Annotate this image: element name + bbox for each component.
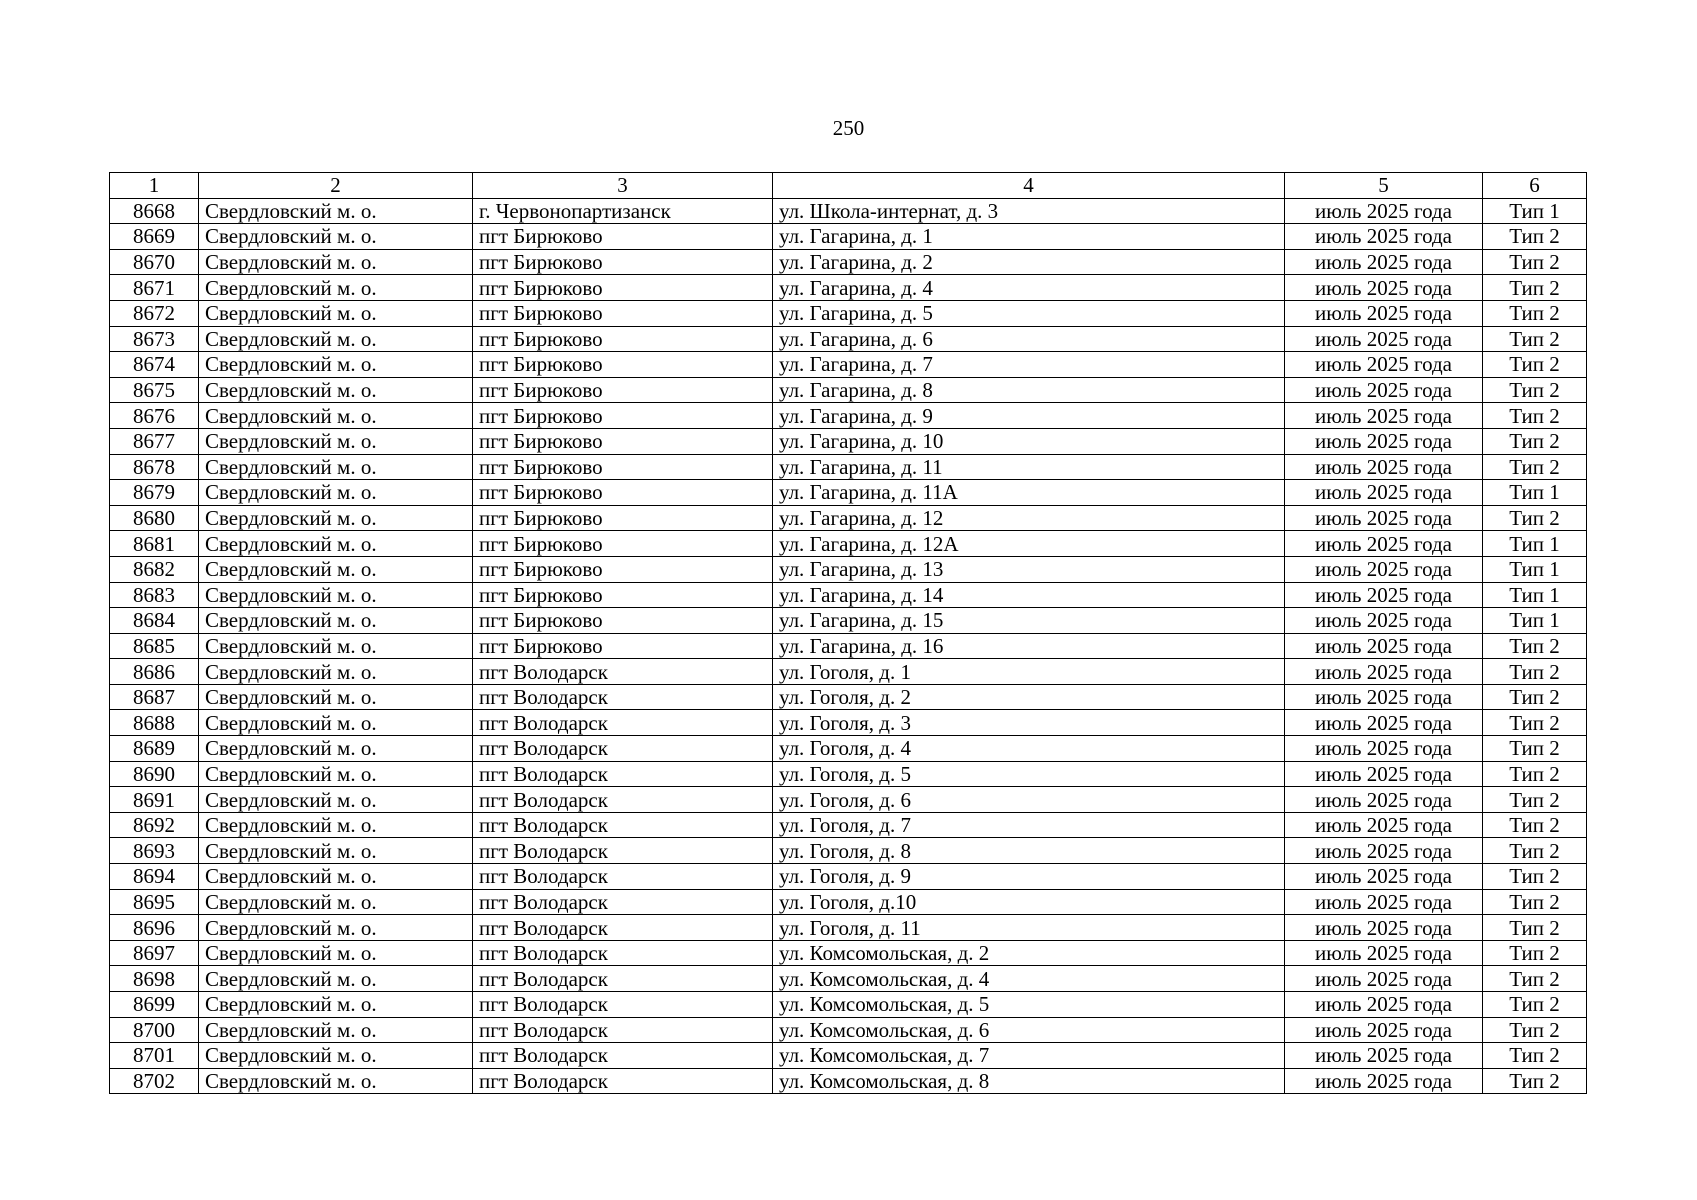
type-cell: Тип 2 [1483,659,1587,685]
type-cell: Тип 2 [1483,300,1587,326]
settlement-cell: пгт Володарск [473,1068,773,1094]
record-number-cell: 8681 [110,531,199,557]
address-cell: ул. Гагарина, д. 11А [773,480,1285,506]
address-cell: ул. Гоголя, д.10 [773,889,1285,915]
type-cell: Тип 2 [1483,787,1587,813]
settlement-cell: пгт Володарск [473,736,773,762]
district-cell: Свердловский м. о. [199,633,473,659]
settlement-cell: пгт Володарск [473,787,773,813]
settlement-cell: пгт Володарск [473,812,773,838]
table-row [110,352,1587,378]
table-row [110,889,1587,915]
settlement-cell: пгт Володарск [473,710,773,736]
table-row [110,633,1587,659]
record-number-cell: 8670 [110,249,199,275]
record-number-cell: 8675 [110,377,199,403]
address-cell: ул. Комсомольская, д. 5 [773,992,1285,1018]
address-cell: ул. Гагарина, д. 6 [773,326,1285,352]
type-cell: Тип 2 [1483,633,1587,659]
period-cell: июль 2025 года [1285,505,1483,531]
table-body [110,198,1587,1094]
table-row [110,505,1587,531]
settlement-cell: пгт Володарск [473,1043,773,1069]
address-cell: ул. Гоголя, д. 9 [773,864,1285,890]
table-row [110,428,1587,454]
table-row [110,224,1587,250]
settlement-cell: пгт Володарск [473,940,773,966]
type-cell: Тип 2 [1483,377,1587,403]
address-cell: ул. Гоголя, д. 4 [773,736,1285,762]
address-cell: ул. Гагарина, д. 5 [773,300,1285,326]
period-cell: июль 2025 года [1285,326,1483,352]
period-cell: июль 2025 года [1285,889,1483,915]
table-row [110,198,1587,224]
table-row [110,812,1587,838]
record-number-cell: 8682 [110,556,199,582]
settlement-cell: пгт Бирюково [473,300,773,326]
address-cell: ул. Гагарина, д. 12 [773,505,1285,531]
record-number-cell: 8668 [110,198,199,224]
settlement-cell: пгт Бирюково [473,275,773,301]
table-row [110,249,1587,275]
settlement-cell: пгт Володарск [473,761,773,787]
address-cell: ул. Комсомольская, д. 4 [773,966,1285,992]
record-number-cell: 8683 [110,582,199,608]
address-cell: ул. Гоголя, д. 7 [773,812,1285,838]
address-cell: ул. Гоголя, д. 6 [773,787,1285,813]
address-cell: ул. Гагарина, д. 12А [773,531,1285,557]
period-cell: июль 2025 года [1285,633,1483,659]
settlement-cell: пгт Бирюково [473,428,773,454]
period-cell: июль 2025 года [1285,966,1483,992]
record-number-cell: 8701 [110,1043,199,1069]
table-row [110,556,1587,582]
period-cell: июль 2025 года [1285,940,1483,966]
period-cell: июль 2025 года [1285,1017,1483,1043]
period-cell: июль 2025 года [1285,710,1483,736]
type-cell: Тип 1 [1483,556,1587,582]
district-cell: Свердловский м. о. [199,787,473,813]
table-row [110,300,1587,326]
settlement-cell: пгт Володарск [473,684,773,710]
type-cell: Тип 1 [1483,531,1587,557]
district-cell: Свердловский м. о. [199,300,473,326]
district-cell: Свердловский м. о. [199,480,473,506]
period-cell: июль 2025 года [1285,915,1483,941]
settlement-cell: пгт Бирюково [473,505,773,531]
district-cell: Свердловский м. о. [199,377,473,403]
table-row [110,838,1587,864]
district-cell: Свердловский м. о. [199,352,473,378]
period-cell: июль 2025 года [1285,608,1483,634]
period-cell: июль 2025 года [1285,531,1483,557]
district-cell: Свердловский м. о. [199,275,473,301]
settlement-cell: пгт Володарск [473,889,773,915]
type-cell: Тип 2 [1483,940,1587,966]
period-cell: июль 2025 года [1285,684,1483,710]
column-header-2: 2 [199,173,473,199]
period-cell: июль 2025 года [1285,787,1483,813]
address-cell: ул. Школа-интернат, д. 3 [773,198,1285,224]
column-header-4: 4 [773,173,1285,199]
district-cell: Свердловский м. о. [199,966,473,992]
table-row [110,864,1587,890]
period-cell: июль 2025 года [1285,864,1483,890]
district-cell: Свердловский м. о. [199,454,473,480]
settlement-cell: пгт Бирюково [473,556,773,582]
address-cell: ул. Гагарина, д. 4 [773,275,1285,301]
type-cell: Тип 2 [1483,505,1587,531]
table-row [110,761,1587,787]
address-cell: ул. Гагарина, д. 9 [773,403,1285,429]
period-cell: июль 2025 года [1285,556,1483,582]
district-cell: Свердловский м. о. [199,249,473,275]
period-cell: июль 2025 года [1285,659,1483,685]
address-cell: ул. Гагарина, д. 11 [773,454,1285,480]
district-cell: Свердловский м. о. [199,1068,473,1094]
settlement-cell: пгт Бирюково [473,454,773,480]
address-cell: ул. Гагарина, д. 10 [773,428,1285,454]
column-header-3: 3 [473,173,773,199]
record-number-cell: 8695 [110,889,199,915]
address-cell: ул. Гоголя, д. 5 [773,761,1285,787]
table-row [110,966,1587,992]
table-row [110,1068,1587,1094]
district-cell: Свердловский м. о. [199,915,473,941]
district-cell: Свердловский м. о. [199,608,473,634]
record-number-cell: 8692 [110,812,199,838]
period-cell: июль 2025 года [1285,198,1483,224]
period-cell: июль 2025 года [1285,300,1483,326]
district-cell: Свердловский м. о. [199,531,473,557]
column-header-1: 1 [110,173,199,199]
record-number-cell: 8702 [110,1068,199,1094]
settlement-cell: пгт Бирюково [473,403,773,429]
table-row [110,684,1587,710]
column-header-5: 5 [1285,173,1483,199]
settlement-cell: пгт Бирюково [473,633,773,659]
district-cell: Свердловский м. о. [199,224,473,250]
district-cell: Свердловский м. о. [199,326,473,352]
district-cell: Свердловский м. о. [199,940,473,966]
table-row [110,377,1587,403]
period-cell: июль 2025 года [1285,275,1483,301]
type-cell: Тип 2 [1483,249,1587,275]
type-cell: Тип 2 [1483,889,1587,915]
period-cell: июль 2025 года [1285,1043,1483,1069]
type-cell: Тип 2 [1483,275,1587,301]
district-cell: Свердловский м. о. [199,736,473,762]
table-row [110,915,1587,941]
table-row [110,659,1587,685]
type-cell: Тип 2 [1483,352,1587,378]
address-cell: ул. Гагарина, д. 14 [773,582,1285,608]
table-row [110,531,1587,557]
record-number-cell: 8693 [110,838,199,864]
settlement-cell: пгт Бирюково [473,326,773,352]
district-cell: Свердловский м. о. [199,838,473,864]
district-cell: Свердловский м. о. [199,889,473,915]
address-cell: ул. Гагарина, д. 15 [773,608,1285,634]
settlement-cell: пгт Бирюково [473,582,773,608]
address-cell: ул. Гагарина, д. 13 [773,556,1285,582]
type-cell: Тип 2 [1483,403,1587,429]
district-cell: Свердловский м. о. [199,761,473,787]
settlement-cell: пгт Володарск [473,992,773,1018]
district-cell: Свердловский м. о. [199,1043,473,1069]
type-cell: Тип 2 [1483,966,1587,992]
type-cell: Тип 1 [1483,608,1587,634]
district-cell: Свердловский м. о. [199,198,473,224]
period-cell: июль 2025 года [1285,403,1483,429]
type-cell: Тип 2 [1483,710,1587,736]
address-cell: ул. Комсомольская, д. 7 [773,1043,1285,1069]
table-row [110,1043,1587,1069]
record-number-cell: 8690 [110,761,199,787]
type-cell: Тип 2 [1483,864,1587,890]
type-cell: Тип 1 [1483,480,1587,506]
district-cell: Свердловский м. о. [199,556,473,582]
record-number-cell: 8691 [110,787,199,813]
record-number-cell: 8688 [110,710,199,736]
type-cell: Тип 1 [1483,198,1587,224]
type-cell: Тип 2 [1483,1017,1587,1043]
settlement-cell: пгт Бирюково [473,608,773,634]
period-cell: июль 2025 года [1285,838,1483,864]
table-row [110,992,1587,1018]
record-number-cell: 8700 [110,1017,199,1043]
record-number-cell: 8697 [110,940,199,966]
period-cell: июль 2025 года [1285,454,1483,480]
settlement-cell: пгт Володарск [473,915,773,941]
address-cell: ул. Гагарина, д. 8 [773,377,1285,403]
address-cell: ул. Гагарина, д. 2 [773,249,1285,275]
period-cell: июль 2025 года [1285,582,1483,608]
address-cell: ул. Комсомольская, д. 6 [773,1017,1285,1043]
period-cell: июль 2025 года [1285,249,1483,275]
table-row [110,582,1587,608]
type-cell: Тип 2 [1483,761,1587,787]
record-number-cell: 8679 [110,480,199,506]
district-cell: Свердловский м. о. [199,710,473,736]
record-number-cell: 8689 [110,736,199,762]
period-cell: июль 2025 года [1285,1068,1483,1094]
type-cell: Тип 2 [1483,915,1587,941]
address-cell: ул. Гагарина, д. 16 [773,633,1285,659]
period-cell: июль 2025 года [1285,224,1483,250]
type-cell: Тип 2 [1483,428,1587,454]
page-number: 250 [832,116,865,140]
district-cell: Свердловский м. о. [199,505,473,531]
period-cell: июль 2025 года [1285,992,1483,1018]
settlement-cell: пгт Бирюково [473,531,773,557]
record-number-cell: 8678 [110,454,199,480]
district-cell: Свердловский м. о. [199,864,473,890]
address-cell: ул. Комсомольская, д. 2 [773,940,1285,966]
period-cell: июль 2025 года [1285,812,1483,838]
record-number-cell: 8699 [110,992,199,1018]
record-number-cell: 8694 [110,864,199,890]
district-cell: Свердловский м. о. [199,428,473,454]
table-row [110,403,1587,429]
table-row [110,1017,1587,1043]
period-cell: июль 2025 года [1285,428,1483,454]
district-cell: Свердловский м. о. [199,1017,473,1043]
table-row [110,480,1587,506]
settlement-cell: пгт Бирюково [473,249,773,275]
type-cell: Тип 2 [1483,736,1587,762]
table-row [110,710,1587,736]
table-row [110,275,1587,301]
address-cell: ул. Гагарина, д. 7 [773,352,1285,378]
table-row [110,736,1587,762]
address-cell: ул. Гагарина, д. 1 [773,224,1285,250]
record-number-cell: 8696 [110,915,199,941]
district-cell: Свердловский м. о. [199,403,473,429]
record-number-cell: 8677 [110,428,199,454]
record-number-cell: 8698 [110,966,199,992]
table-row [110,608,1587,634]
record-number-cell: 8669 [110,224,199,250]
type-cell: Тип 2 [1483,326,1587,352]
address-cell: ул. Гоголя, д. 2 [773,684,1285,710]
record-number-cell: 8684 [110,608,199,634]
table-row [110,326,1587,352]
district-cell: Свердловский м. о. [199,992,473,1018]
type-cell: Тип 2 [1483,812,1587,838]
district-cell: Свердловский м. о. [199,659,473,685]
record-number-cell: 8676 [110,403,199,429]
address-cell: ул. Гоголя, д. 3 [773,710,1285,736]
settlement-cell: пгт Володарск [473,1017,773,1043]
record-number-cell: 8672 [110,300,199,326]
district-cell: Свердловский м. о. [199,582,473,608]
address-cell: ул. Гоголя, д. 1 [773,659,1285,685]
record-number-cell: 8673 [110,326,199,352]
address-cell: ул. Гоголя, д. 11 [773,915,1285,941]
record-number-cell: 8687 [110,684,199,710]
record-number-cell: 8686 [110,659,199,685]
settlement-cell: пгт Бирюково [473,224,773,250]
column-number-row [110,173,1587,199]
type-cell: Тип 1 [1483,582,1587,608]
period-cell: июль 2025 года [1285,377,1483,403]
type-cell: Тип 2 [1483,684,1587,710]
period-cell: июль 2025 года [1285,352,1483,378]
record-number-cell: 8671 [110,275,199,301]
period-cell: июль 2025 года [1285,736,1483,762]
type-cell: Тип 2 [1483,992,1587,1018]
district-cell: Свердловский м. о. [199,812,473,838]
settlement-cell: пгт Бирюково [473,480,773,506]
column-header-6: 6 [1483,173,1587,199]
table-row [110,454,1587,480]
settlement-cell: пгт Бирюково [473,352,773,378]
type-cell: Тип 2 [1483,454,1587,480]
record-number-cell: 8680 [110,505,199,531]
table-row [110,940,1587,966]
record-number-cell: 8685 [110,633,199,659]
settlement-cell: пгт Володарск [473,966,773,992]
period-cell: июль 2025 года [1285,761,1483,787]
type-cell: Тип 2 [1483,1043,1587,1069]
address-cell: ул. Комсомольская, д. 8 [773,1068,1285,1094]
register-table [109,172,1587,1094]
type-cell: Тип 2 [1483,224,1587,250]
settlement-cell: пгт Володарск [473,659,773,685]
record-number-cell: 8674 [110,352,199,378]
settlement-cell: пгт Володарск [473,864,773,890]
settlement-cell: пгт Володарск [473,838,773,864]
type-cell: Тип 2 [1483,838,1587,864]
district-cell: Свердловский м. о. [199,684,473,710]
address-cell: ул. Гоголя, д. 8 [773,838,1285,864]
type-cell: Тип 2 [1483,1068,1587,1094]
period-cell: июль 2025 года [1285,480,1483,506]
settlement-cell: г. Червонопартизанск [473,198,773,224]
table-row [110,787,1587,813]
settlement-cell: пгт Бирюково [473,377,773,403]
